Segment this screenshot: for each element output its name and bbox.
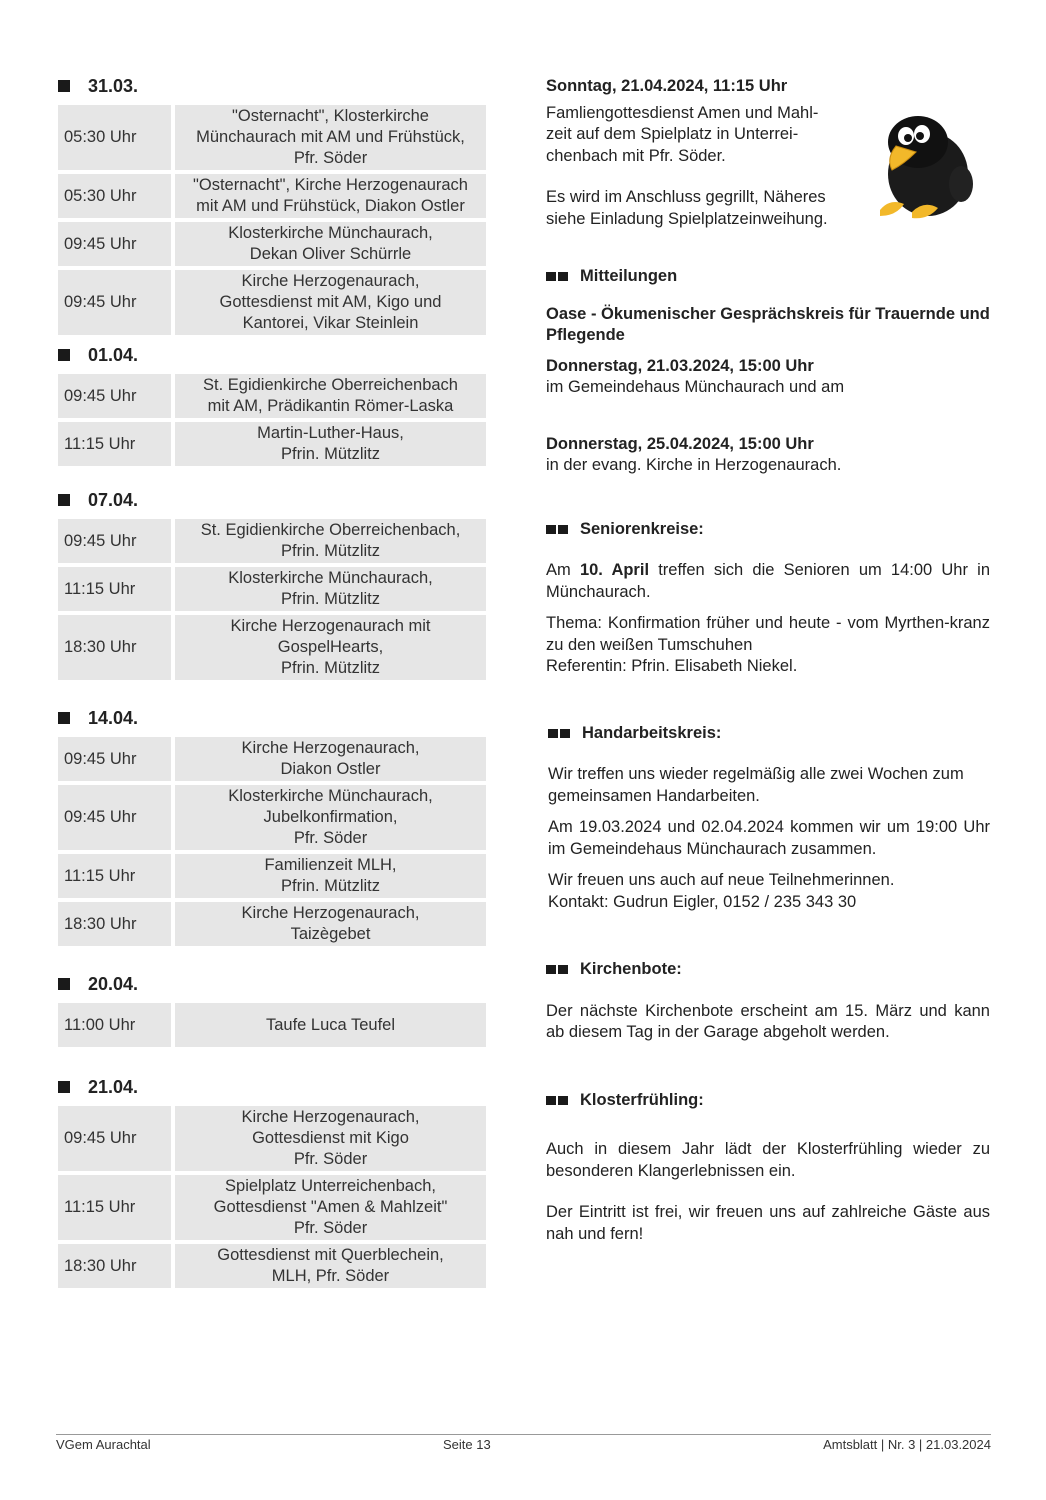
service-time: 05:30 Uhr (58, 174, 171, 218)
service-description (175, 567, 486, 611)
service-description-line: Gottesdienst "Amen & Mahlzeit" (213, 1198, 448, 1216)
service-description-line: Klosterkirche Münchaurach, (228, 787, 433, 805)
service-time: 11:15 Uhr (58, 1175, 171, 1240)
service-description-line: Pfr. Söder (293, 829, 368, 847)
footer-left: VGem Aurachtal (56, 1437, 151, 1452)
service-description-line: Pfrin. Mützlitz (280, 877, 381, 895)
section-mitteilungen: Mitteilungen (546, 266, 990, 288)
service-description-line: St. Egidienkirche Oberreichenbach (203, 376, 458, 394)
service-time: 09:45 Uhr (58, 737, 171, 781)
schedule-row (58, 1106, 488, 1171)
service-time: 09:45 Uhr (58, 374, 171, 418)
service-time: 09:45 Uhr (58, 270, 171, 335)
service-description-line: Gottesdienst mit Kigo (252, 1129, 409, 1147)
service-description (175, 1175, 486, 1240)
service-description-line: Kirche Herzogenaurach, (241, 1108, 420, 1126)
service-time: 18:30 Uhr (58, 1244, 171, 1288)
schedule-row (58, 902, 488, 946)
oase-title: Oase - Ökumenischer Gesprächskreis für Trauernde und Pflegende (546, 304, 990, 344)
service-time: 09:45 Uhr (58, 222, 171, 266)
schedule-day (58, 706, 488, 946)
service-description-line: Taufe Luca Teufel (265, 1015, 396, 1034)
square-bullet-icon (58, 494, 70, 506)
senioren-referentin: Referentin: Pfrin. Elisabeth Niekel. (546, 657, 798, 675)
square-bullet-icon (58, 80, 70, 92)
klosterfruehling-text-1: Auch in diesem Jahr lädt der Klosterfrühling wieder zu besonderen Klangerlebnissen ein. (546, 1140, 990, 1180)
double-square-icon (546, 1096, 568, 1105)
service-time: 09:45 Uhr (58, 519, 171, 563)
square-bullet-icon (58, 712, 70, 724)
footer-right: Amtsblatt | Nr. 3 | 21.03.2024 (823, 1437, 991, 1452)
service-description-line: Spielplatz Unterreichenbach, (225, 1177, 436, 1195)
schedule-row (58, 1244, 488, 1288)
service-description-line: Pfr. Söder (293, 1150, 368, 1168)
page-footer (56, 1434, 991, 1452)
service-time: 09:45 Uhr (58, 785, 171, 850)
day-date: 07.04. (88, 489, 139, 510)
service-description (175, 615, 486, 680)
service-description-line: Diakon Ostler (280, 760, 381, 778)
day-heading (58, 74, 488, 98)
service-description-line: MLH, Pfr. Söder (271, 1267, 390, 1285)
service-description-line: Kantorei, Vikar Steinlein (242, 314, 419, 332)
service-description-line: "Osternacht", Klosterkirche (232, 107, 429, 125)
service-description (175, 1244, 486, 1288)
service-description-line: Taizègebet (290, 925, 371, 943)
service-description (175, 270, 486, 335)
sunday-text-2: Es wird im Anschluss gegrillt, Näheres siehe Einladung Spielplatzeinweihung. (546, 188, 828, 228)
service-description-line: Gottesdienst mit Querblechein, (217, 1246, 444, 1264)
day-date: 14.04. (88, 707, 139, 728)
section-seniorenkreise: Seniorenkreise: (546, 519, 990, 541)
schedule-row (58, 785, 488, 850)
schedule-row (58, 270, 488, 335)
schedule-row (58, 105, 488, 170)
service-description-line: "Osternacht", Kirche Herzogenaurach (193, 176, 468, 194)
schedule-day (58, 74, 488, 335)
footer-page-number: Seite 13 (443, 1437, 491, 1452)
service-description (175, 737, 486, 781)
section-handarbeitskreis: Handarbeitskreis: (546, 723, 990, 745)
double-square-icon (546, 525, 568, 534)
service-description-line: Kirche Herzogenaurach mit (230, 617, 431, 635)
schedule-row (58, 174, 488, 218)
schedule-row (58, 519, 488, 563)
day-heading (58, 343, 488, 367)
service-description (175, 854, 486, 898)
hand-contact: Kontakt: Gudrun Eigler, 0152 / 235 343 30 (548, 892, 857, 911)
square-bullet-icon (58, 349, 70, 361)
square-bullet-icon (58, 1081, 70, 1093)
day-date: 01.04. (88, 344, 139, 365)
crow-mascot-image (866, 112, 976, 227)
service-description-line: Pfr. Söder (293, 1219, 368, 1237)
service-description (175, 422, 486, 466)
schedule-row (58, 737, 488, 781)
service-description-line: Kirche Herzogenaurach, (241, 739, 420, 757)
service-description-line: GospelHearts, (277, 638, 384, 656)
day-heading (58, 706, 488, 730)
schedule-row (58, 854, 488, 898)
day-heading (58, 1075, 488, 1099)
service-description (175, 174, 486, 218)
schedule-row (58, 1175, 488, 1240)
hand-text-3: Wir freuen uns auch auf neue Teilnehmerinnen. (548, 871, 895, 889)
senioren-text: Am 10. April treffen sich die Senioren um 14:00 Uhr in Münchaurach. (546, 561, 990, 601)
schedule-day (58, 1075, 488, 1288)
service-description-line: Klosterkirche Münchaurach, (228, 569, 433, 587)
double-square-icon (548, 729, 570, 738)
service-description (175, 1106, 486, 1171)
service-description (175, 1003, 486, 1047)
day-heading (58, 488, 488, 512)
hand-text-2: Am 19.03.2024 und 02.04.2024 kommen wir um 19:00 Uhr im Gemeindehaus Münchaurach zusammen. (548, 818, 990, 858)
service-description-line: Jubelkonfirmation, (263, 808, 398, 826)
schedule-row (58, 615, 488, 680)
service-description (175, 374, 486, 418)
oase-text-1: im Gemeindehaus Münchaurach und am (546, 378, 845, 396)
schedule-column (58, 74, 488, 1292)
service-time: 18:30 Uhr (58, 615, 171, 680)
section-kirchenbote: Kirchenbote: (546, 959, 990, 981)
double-square-icon (546, 272, 568, 281)
service-description-line: mit AM, Prädikantin Römer-Laska (207, 397, 454, 415)
announcements-column (546, 74, 990, 1245)
double-square-icon (546, 965, 568, 974)
service-description-line: Martin-Luther-Haus, (257, 424, 404, 442)
kirchenbote-text: Der nächste Kirchenbote erscheint am 15. März und kann ab diesem Tag in der Garage abgeholt werden. (546, 1001, 990, 1041)
service-description-line: Dekan Oliver Schürrle (249, 245, 412, 263)
schedule-day (58, 343, 488, 466)
service-description-line: Kirche Herzogenaurach, (241, 272, 420, 290)
oase-text-2: in der evang. Kirche in Herzogenaurach. (546, 456, 842, 474)
service-description-line: Pfrin. Mützlitz (280, 542, 381, 560)
service-description-line: mit AM und Frühstück, Diakon Ostler (196, 197, 465, 215)
service-description-line: Pfrin. Mützlitz (280, 659, 381, 677)
service-description-line: Pfr. Söder (293, 149, 368, 167)
service-description (175, 902, 486, 946)
service-description-line: Gottesdienst mit AM, Kigo und (219, 293, 442, 311)
sunday-heading: Sonntag, 21.04.2024, 11:15 Uhr (546, 77, 788, 95)
service-description-line: St. Egidienkirche Oberreichenbach, (200, 521, 461, 539)
schedule-row (58, 567, 488, 611)
service-description-line: Kirche Herzogenaurach, (241, 904, 420, 922)
schedule-row (58, 374, 488, 418)
day-date: 20.04. (88, 973, 139, 994)
service-time: 09:45 Uhr (58, 1106, 171, 1171)
service-time: 11:15 Uhr (58, 567, 171, 611)
service-description (175, 222, 486, 266)
service-time: 11:15 Uhr (58, 422, 171, 466)
service-description (175, 105, 486, 170)
service-description (175, 519, 486, 563)
service-description-line: Pfrin. Mützlitz (280, 590, 381, 608)
service-time: 11:00 Uhr (58, 1003, 171, 1047)
day-date: 21.04. (88, 1076, 139, 1097)
service-description-line: Klosterkirche Münchaurach, (228, 224, 433, 242)
oase-date-1: Donnerstag, 21.03.2024, 15:00 Uhr (546, 356, 814, 375)
service-time: 18:30 Uhr (58, 902, 171, 946)
hand-text-1: Wir treffen uns wieder regelmäßig alle zwei Wochen zum gemeinsamen Handarbeiten. (548, 765, 964, 805)
schedule-row (58, 1003, 488, 1047)
day-date: 31.03. (88, 75, 139, 96)
service-time: 11:15 Uhr (58, 854, 171, 898)
schedule-row (58, 222, 488, 266)
service-description-line: Familienzeit MLH, (264, 856, 397, 874)
service-description (175, 785, 486, 850)
klosterfruehling-text-2: Der Eintritt ist frei, wir freuen uns auf zahlreiche Gäste aus nah und fern! (546, 1203, 990, 1243)
service-description-line: Pfrin. Mützlitz (280, 445, 381, 463)
schedule-row (58, 422, 488, 466)
section-klosterfruehling: Klosterfrühling: (546, 1090, 990, 1112)
oase-date-2: Donnerstag, 25.04.2024, 15:00 Uhr (546, 434, 814, 453)
schedule-day (58, 972, 488, 1047)
service-description-line: Münchaurach mit AM und Frühstück, (196, 128, 465, 146)
day-heading (58, 972, 488, 996)
sunday-text: Famliengottesdienst Amen und Mahl- zeit auf dem Spielplatz in Unterrei- chenbach mit Pfr. Söder. (546, 103, 819, 165)
schedule-day (58, 488, 488, 680)
senioren-thema: Thema: Konfirmation früher und heute - vom Myrthen-kranz zu den weißen Tumschuhen (546, 614, 990, 654)
square-bullet-icon (58, 978, 70, 990)
service-time: 05:30 Uhr (58, 105, 171, 170)
